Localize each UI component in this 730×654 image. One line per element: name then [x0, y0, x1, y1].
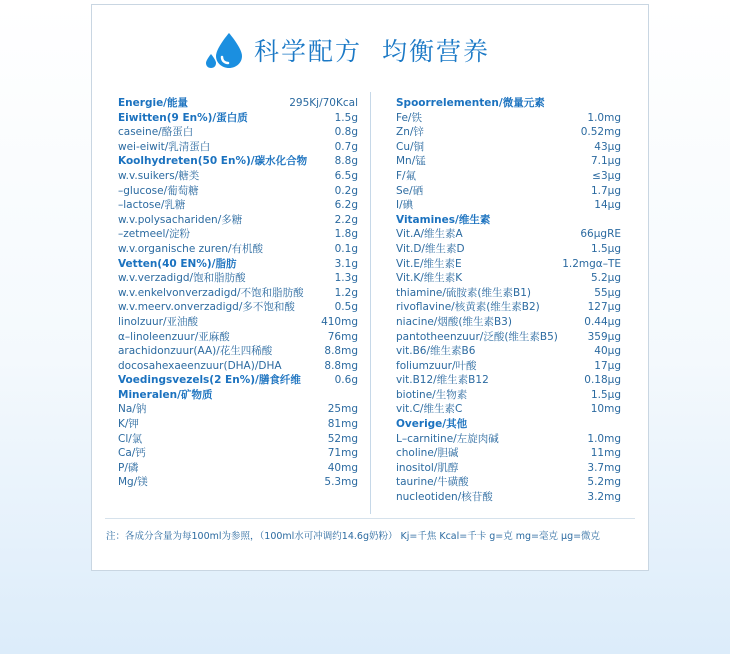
nutrient-label: inositol/肌醇: [396, 461, 459, 474]
nutrient-label: pantotheenzuur/泛酸(维生素B5): [396, 330, 558, 343]
nutrient-value: 6.5g: [334, 169, 358, 182]
nutrient-row: [396, 300, 621, 315]
nutrient-value: 3.7mg: [587, 461, 621, 474]
nutrient-label: w.v.verzadigd/饱和脂肪酸: [118, 272, 246, 285]
nutrient-value: 1.5g: [334, 111, 358, 124]
nutrient-label: wei-eiwit/乳清蛋白: [118, 140, 211, 153]
nutrient-value: 43μg: [594, 140, 621, 153]
nutrient-value: 295Kj/70Kcal: [289, 97, 358, 109]
nutrient-row: [118, 300, 358, 315]
nutrient-label: taurine/牛磺酸: [396, 476, 469, 489]
nutrient-label: Mn/锰: [396, 155, 426, 168]
section-header-row: [396, 96, 621, 111]
nutrient-label: Vitamines/维生素: [396, 213, 491, 226]
nutrient-label: Vetten(40 EN%)/脂肪: [118, 257, 237, 270]
nutrient-value: 8.8mg: [324, 345, 358, 358]
nutrient-value: 10mg: [590, 403, 621, 416]
nutrient-value: 8.8g: [334, 155, 358, 168]
nutrient-value: 7.1μg: [590, 155, 621, 168]
nutrient-label: Vit.A/维生素A: [396, 228, 463, 241]
nutrient-row: [396, 388, 621, 403]
nutrient-label: Fe/铁: [396, 111, 422, 124]
nutrient-row: [396, 227, 621, 242]
section-header-row: [118, 111, 358, 126]
nutrient-label: –glucose/葡萄糖: [118, 184, 199, 197]
nutrient-label: Ca/钙: [118, 447, 146, 460]
nutrient-value: 3.2mg: [587, 491, 621, 504]
nutrient-label: F/氟: [396, 169, 417, 182]
nutrient-row: [118, 242, 358, 257]
nutrient-value: 71mg: [327, 447, 358, 460]
nutrient-row: [396, 242, 621, 257]
section-header-row: [118, 373, 358, 388]
nutrient-row: [118, 184, 358, 199]
nutrient-label: Spoorrelementen/微量元素: [396, 97, 545, 109]
nutrient-label: biotine/生物素: [396, 388, 468, 401]
nutrient-row: [396, 257, 621, 272]
nutrient-value: 0.8g: [334, 126, 358, 139]
nutrient-row: [396, 271, 621, 286]
nutrient-label: K/钾: [118, 418, 139, 431]
nutrient-label: niacine/烟酸(维生素B3): [396, 315, 512, 328]
section-header-row: [118, 96, 358, 111]
nutrient-value: 359μg: [587, 330, 621, 343]
nutrient-row: [118, 169, 358, 184]
nutrient-row: [396, 315, 621, 330]
nutrient-value: 0.5g: [334, 301, 358, 314]
nutrient-row: [118, 286, 358, 301]
nutrient-row: [118, 359, 358, 374]
nutrient-value: 6.2g: [334, 199, 358, 212]
nutrient-value: 0.44μg: [584, 315, 621, 328]
nutrient-value: 1.3g: [334, 272, 358, 285]
nutrient-label: Vit.E/维生素E: [396, 257, 462, 270]
nutrient-row: [118, 140, 358, 155]
nutrient-label: Energie/能量: [118, 97, 189, 109]
nutrient-value: 2.2g: [334, 213, 358, 226]
section-header-row: [396, 213, 621, 228]
nutrient-row: [118, 125, 358, 140]
nutrient-value: 17μg: [594, 359, 621, 372]
nutrient-row: [396, 184, 621, 199]
nutrient-label: docosahexaeenzuur(DHA)/DHA: [118, 359, 282, 372]
note-divider: [105, 518, 635, 519]
nutrient-value: 25mg: [327, 403, 358, 416]
nutrient-label: linolzuur/亚油酸: [118, 315, 199, 328]
nutrient-label: arachidonzuur(AA)/花生四稀酸: [118, 345, 273, 358]
water-drop-icon: [205, 30, 245, 70]
nutrient-value: ≤3μg: [592, 169, 621, 182]
nutrient-value: 52mg: [327, 432, 358, 445]
nutrient-value: 40μg: [594, 345, 621, 358]
nutrient-label: Zn/锌: [396, 126, 424, 139]
nutrient-label: vit.C/维生素C: [396, 403, 463, 416]
nutrient-row: [118, 461, 358, 476]
section-header-row: [118, 154, 358, 169]
column-divider: [370, 92, 371, 514]
nutrient-label: Eiwitten(9 En%)/蛋白质: [118, 111, 248, 124]
nutrient-row: [396, 402, 621, 417]
nutrient-value: 1.7μg: [590, 184, 621, 197]
nutrient-value: 0.52mg: [580, 126, 621, 139]
nutrient-value: 1.2g: [334, 286, 358, 299]
nutrient-row: [396, 111, 621, 126]
nutrient-value: 0.7g: [334, 140, 358, 153]
nutrient-value: 3.1g: [334, 257, 358, 270]
nutrient-label: Vit.D/维生素D: [396, 242, 465, 255]
title-part-2: 均衡营养: [382, 37, 491, 66]
nutrient-label: foliumzuur/叶酸: [396, 359, 477, 372]
nutrient-row: [396, 330, 621, 345]
nutrient-value: 127μg: [587, 301, 621, 314]
nutrient-row: [396, 344, 621, 359]
nutrient-label: Mineralen/矿物质: [118, 388, 213, 401]
nutrient-row: [118, 446, 358, 461]
nutrient-row: [396, 198, 621, 213]
nutrient-value: 8.8mg: [324, 359, 358, 372]
nutrient-row: [396, 475, 621, 490]
nutrient-label: w.v.enkelvonverzadigd/不饱和脂肪酸: [118, 286, 304, 299]
nutrient-row: [118, 475, 358, 490]
nutrient-value: 5.3mg: [324, 476, 358, 489]
nutrient-label: w.v.suikers/糖类: [118, 169, 200, 182]
nutrient-label: Se/硒: [396, 184, 424, 197]
nutrient-label: –lactose/乳糖: [118, 199, 186, 212]
nutrient-label: w.v.meerv.onverzadigd/多不饱和酸: [118, 301, 295, 314]
nutrient-value: 11mg: [590, 447, 621, 460]
page-title: [254, 32, 490, 68]
nutrient-label: Cl/氯: [118, 432, 143, 445]
nutrient-label: Koolhydreten(50 En%)/碳水化合物: [118, 155, 308, 168]
nutrient-row: [118, 198, 358, 213]
nutrient-value: 5.2mg: [587, 476, 621, 489]
nutrient-row: [396, 125, 621, 140]
nutrient-row: [396, 154, 621, 169]
nutrient-label: choline/胆碱: [396, 447, 459, 460]
section-header-row: [118, 388, 358, 403]
nutrient-value: 410mg: [321, 315, 358, 328]
nutrient-label: vit.B6/维生素B6: [396, 345, 476, 358]
nutrient-value: 40mg: [327, 461, 358, 474]
section-header-row: [396, 417, 621, 432]
nutrient-row: [118, 271, 358, 286]
nutrient-label: –zetmeel/淀粉: [118, 228, 190, 241]
section-header-row: [118, 257, 358, 272]
nutrient-label: w.v.polysachariden/多糖: [118, 213, 243, 226]
nutrient-label: caseine/酪蛋白: [118, 126, 194, 139]
nutrient-row: [118, 227, 358, 242]
nutrient-row: [396, 490, 621, 505]
nutrient-value: 66μgRE: [580, 228, 621, 241]
nutrient-value: 1.8g: [334, 228, 358, 241]
nutrient-label: rivoflavine/核黄素(维生素B2): [396, 301, 540, 314]
nutrient-value: 1.5μg: [590, 388, 621, 401]
title-part-1: 科学配方: [254, 37, 363, 66]
nutrient-label: L–carnitine/左旋肉碱: [396, 432, 499, 445]
nutrient-label: Mg/镁: [118, 476, 148, 489]
nutrient-row: [118, 315, 358, 330]
nutrient-row: [396, 169, 621, 184]
nutrient-label: α–linoleenzuur/亚麻酸: [118, 330, 230, 343]
nutrient-label: Voedingsvezels(2 En%)/膳食纤维: [118, 374, 301, 387]
nutrient-row: [396, 359, 621, 374]
nutrient-label: nucleotiden/核苷酸: [396, 491, 493, 504]
nutrient-value: 1.0mg: [587, 111, 621, 124]
nutrient-row: [396, 446, 621, 461]
nutrient-row: [118, 432, 358, 447]
nutrient-row: [396, 286, 621, 301]
nutrient-label: Na/钠: [118, 403, 147, 416]
nutrient-label: w.v.organische zuren/有机酸: [118, 242, 264, 255]
nutrient-value: 5.2μg: [590, 272, 621, 285]
left-nutrient-column: [118, 96, 358, 490]
nutrient-value: 76mg: [327, 330, 358, 343]
nutrient-label: thiamine/硫胺素(维生素B1): [396, 286, 531, 299]
nutrient-value: 0.18μg: [584, 374, 621, 387]
nutrient-row: [118, 213, 358, 228]
nutrient-value: 1.2mgα–TE: [562, 257, 621, 270]
nutrient-value: 1.0mg: [587, 432, 621, 445]
nutrient-label: Vit.K/维生素K: [396, 272, 463, 285]
nutrient-value: 14μg: [594, 199, 621, 212]
nutrient-label: Overige/其他: [396, 418, 468, 431]
nutrient-label: vit.B12/维生素B12: [396, 374, 489, 387]
nutrient-row: [118, 330, 358, 345]
nutrient-value: 81mg: [327, 418, 358, 431]
right-nutrient-column: [396, 96, 621, 505]
nutrient-value: 0.2g: [334, 184, 358, 197]
nutrient-row: [118, 402, 358, 417]
nutrient-row: [396, 140, 621, 155]
nutrient-row: [118, 344, 358, 359]
nutrient-value: 0.6g: [334, 374, 358, 387]
footnote: 注：各成分含量为每100ml为参照，（100ml水可冲调约14.6g奶粉） Kj=千焦 Kcal=千卡 g=克 mg=毫克 μg=微克: [106, 531, 601, 542]
nutrient-row: [396, 461, 621, 476]
nutrient-row: [396, 373, 621, 388]
nutrient-value: 1.5μg: [590, 242, 621, 255]
nutrient-row: [118, 417, 358, 432]
nutrient-label: P/磷: [118, 461, 139, 474]
nutrient-label: Cu/铜: [396, 140, 425, 153]
nutrient-row: [396, 432, 621, 447]
nutrient-value: 55μg: [594, 286, 621, 299]
nutrient-label: I/碘: [396, 199, 414, 212]
nutrient-value: 0.1g: [334, 242, 358, 255]
